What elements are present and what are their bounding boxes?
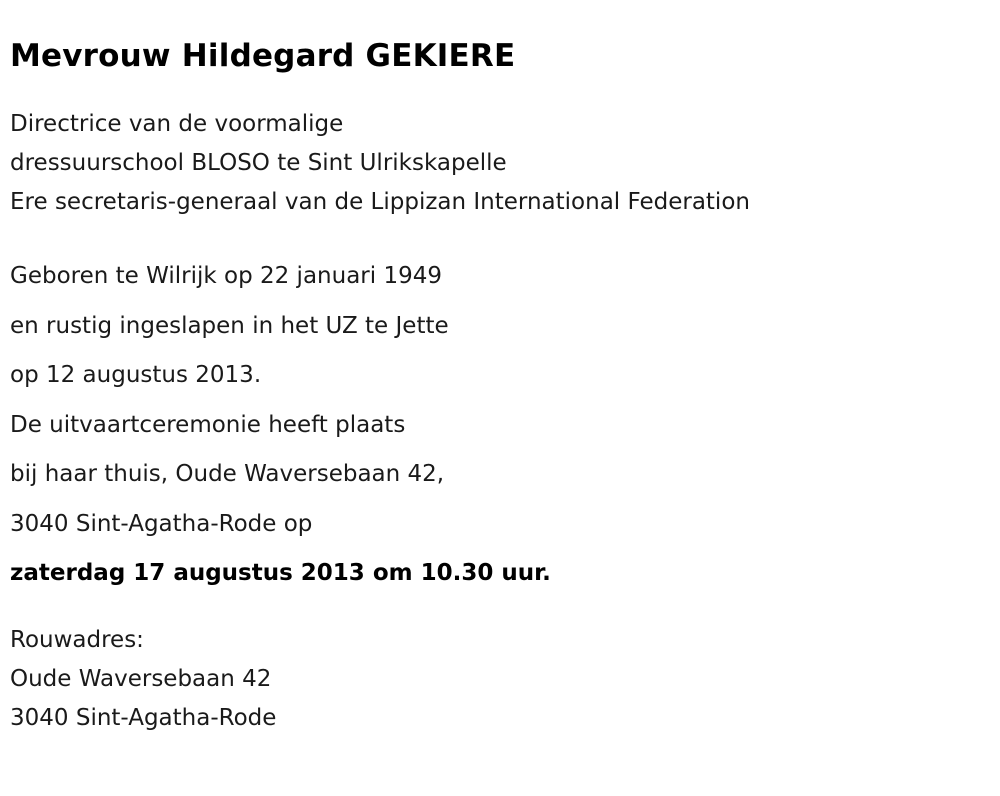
roles-block [10,105,960,222]
notice-line: De uitvaartceremonie heeft plaats [10,411,406,438]
mourning-address-label: Rouwadres: [10,626,144,653]
mourning-address-street: Oude Waversebaan 42 [10,665,272,692]
mourning-address-block [10,621,960,738]
page-title: Mevrouw Hildegard GEKIERE [10,38,516,74]
role-line: Ere secretaris-generaal van de Lippizan International Federation [10,189,750,216]
notice-line: en rustig ingeslapen in het UZ te Jette [10,312,449,339]
notice-line: op 12 augustus 2013. [10,362,262,389]
role-line: Directrice van de voormalige [10,111,344,138]
mourning-address-city: 3040 Sint-Agatha-Rode [10,704,277,731]
notice-line: Geboren te Wilrijk op 22 januari 1949 [10,263,442,290]
ceremony-datetime: zaterdag 17 augustus 2013 om 10.30 uur. [10,560,551,587]
notice-line: 3040 Sint-Agatha-Rode op [10,510,313,537]
role-line: dressuurschool BLOSO te Sint Ulrikskapelle [10,150,507,177]
notice-block [10,252,960,599]
notice-line: bij haar thuis, Oude Waversebaan 42, [10,461,445,488]
